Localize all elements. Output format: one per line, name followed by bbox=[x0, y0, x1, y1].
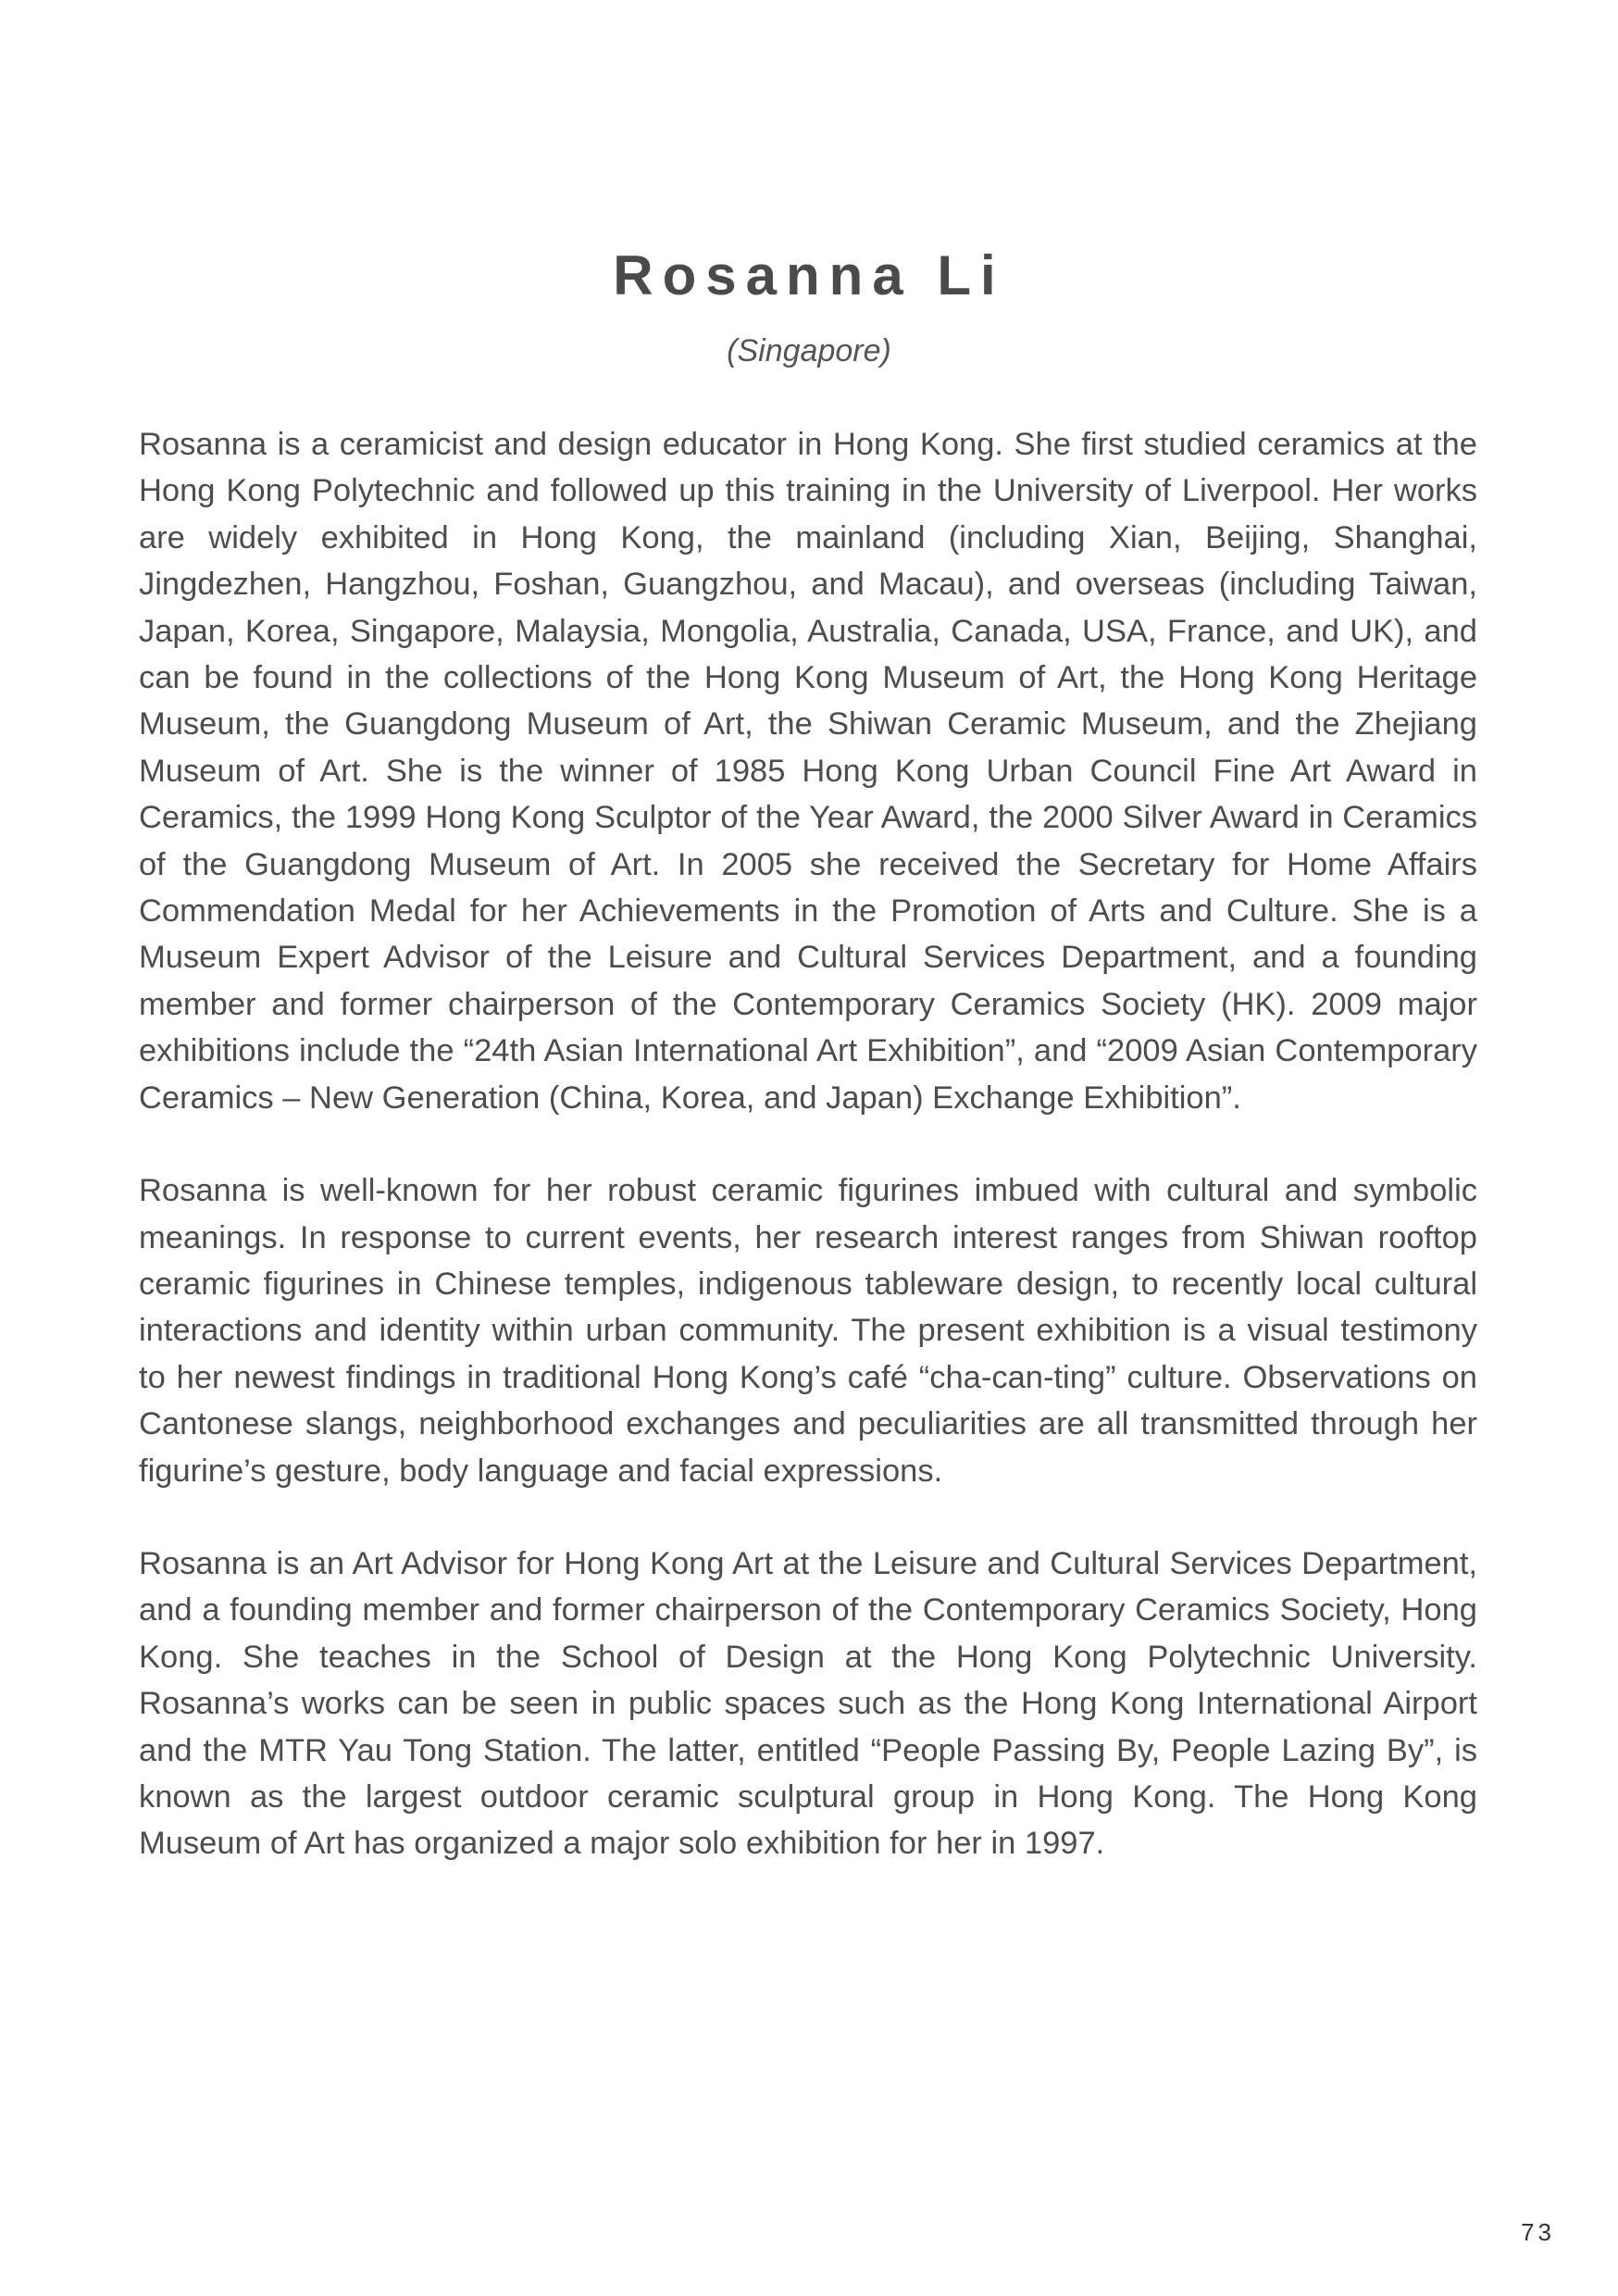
paragraph-2: Rosanna is well-known for her robust ceramic figurines imbued with cultural and symbolic meanings. In response to current events, her research interest ranges from Shiwan rooftop ceramic figurines in Chinese temples, indigenous tableware design, to recently local cultural interactions and identity within urban community. The present exhibition is a visual testimony to her newest findings in traditional Hong Kong’s café “cha-can-ting” culture. Observations on Cantonese slangs, neighborhood exchanges and peculiarities are all transmitted through her figurine’s gesture, body language and facial expressions. bbox=[139, 1173, 1477, 1489]
page-number: 73 bbox=[1521, 2218, 1555, 2246]
page-title: Rosanna Li bbox=[613, 244, 1005, 306]
page-subtitle: (Singapore) bbox=[727, 333, 891, 368]
paragraph-3: Rosanna is an Art Advisor for Hong Kong Art at the Leisure and Cultural Services Department, and a founding member and former chairperson of the Contemporary Ceramics Society, Hong Kong. She teaches in the School of Design at the Hong Kong Polytechnic University. Rosanna’s works can be seen in public spaces such as the Hong Kong International Airport and the MTR Yau Tong Station. The latter, entitled “People Passing By, People Lazing By”, is known as the largest outdoor ceramic sculptural group in Hong Kong. The Hong Kong Museum of Art has organized a major solo exhibition for her in 1997. bbox=[139, 1545, 1477, 1862]
body-text bbox=[139, 421, 1477, 1914]
paragraph-1: Rosanna is a ceramicist and design educator in Hong Kong. She first studied ceramics at the Hong Kong Polytechnic and followed up this training in the University of Liverpool. Her works are widely exhibited in Hong Kong, the mainland (including Xian, Beijing, Shanghai, Jingdezhen, Hangzhou, Foshan, Guangzhou, and Macau), and overseas (including Taiwan, Japan, Korea, Singapore, Malaysia, Mongolia, Australia, Canada, USA, France, and UK), and can be found in the collections of the Hong Kong Museum of Art, the Hong Kong Heritage Museum, the Guangdong Museum of Art, the Shiwan Ceramic Museum, and the Zhejiang Museum of Art. She is the winner of 1985 Hong Kong Urban Council Fine Art Award in Ceramics, the 1999 Hong Kong Sculptor of the Year Award, the 2000 Silver Award in Ceramics of the Guangdong Museum of Art. In 2005 she received the Secretary for Home Affairs Commendation Medal for her Achievements in the Promotion of Arts and Culture. She is a Museum Expert Advisor of the Leisure and Cultural Services Department, and a founding member and former chairperson of the Contemporary Ceramics Society (HK). 2009 major exhibitions include the “24th Asian International Art Exhibition”, and “2009 Asian Contemporary Ceramics – New Generation (China, Korea, and Japan) Exchange Exhibition”. bbox=[139, 427, 1477, 1116]
